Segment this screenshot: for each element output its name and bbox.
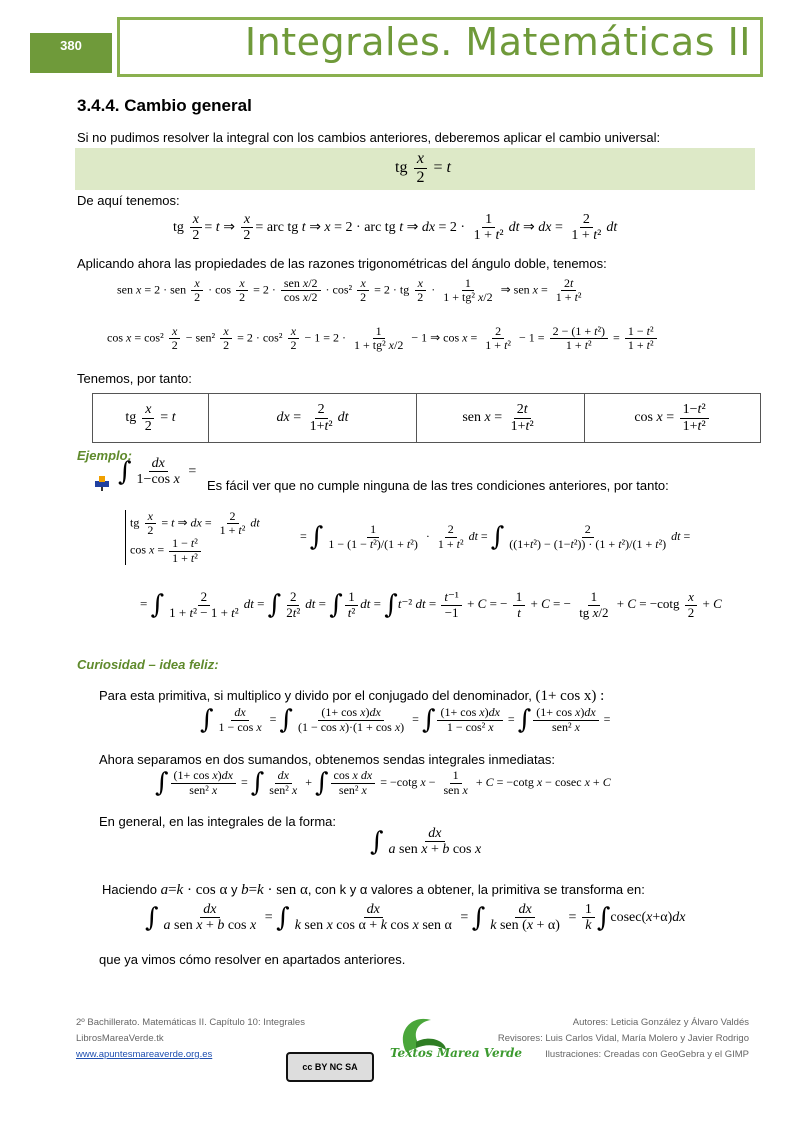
example-step-1: = ∫ $\frac{1}{\text{1 − (1 − t²)/(1 + t²)}}$ · $\frac{2}{\text{1 + t²}}$ dt = ∫ $\frac{2}{\text{((1+t²) − (1−t²)) · (1 + t²)/(1 + t²)}}$ dt = (300, 522, 691, 552)
summary-table (92, 393, 761, 443)
page-number: 380 (30, 33, 112, 73)
example-text: Es fácil ver que no cumple ninguna de las tres condiciones anteriores, por tanto: (207, 478, 669, 493)
doing-text: Haciendo a=k · cos α y b=k · sen α, con k y α valores a obtener, la primitiva se transforma en: (102, 882, 645, 898)
transformed-integral: ∫ $\frac{dx}{\text{a sen x + b cos x}}$ = ∫ $\frac{dx}{\text{k sen x cos α + k cos x sen α}}$ = ∫ $\frac{dx}{\text{k sen (x + α)}}$ = $\frac{1}{k}$ ∫cosec(x+α)dx (145, 902, 686, 934)
pushpin-icon (93, 473, 111, 491)
conjugate-equation: ∫ $\frac{dx}{\text{1 − cos x}}$ = ∫ $\frac{\text{(1+ cos x)dx}}{\text{(1 − cos x)·(1 + cos x)}}$ = ∫ $\frac{\text{(1+ cos x)dx}}{\text{1 − cos² x}}$ = ∫ $\frac{\text{(1+ cos x)dx}}{\text{sen² x}}$ = (200, 705, 611, 735)
summary-cell-tan: tg $\frac{x}{2}$ = t (93, 394, 209, 443)
applying-text: Aplicando ahora las propiedades de las razones trigonométricas del ángulo doble, tenemos: (77, 256, 607, 271)
footer-illustrations: Ilustraciones: Creadas con GeoGebra y el GIMP (545, 1049, 749, 1060)
footer-reviewers: Revisores: Luis Carlos Vidal, María Molero y Javier Rodrigo (497, 1033, 749, 1044)
example-step-2: = ∫ $\frac{2}{\text{1 + t² − 1 + t²}}$ dt = ∫ $\frac{2}{\text{2t²}}$ dt = ∫ $\frac{1}{\text{t²}}$ dt = ∫t⁻² dt = $\frac{\text{t⁻¹}}{-1}$ + C = − $\frac{1}{t}$ + C = − $\frac{1}{\text{tg x/2}}$ + C = −cotg $\frac{x}{2}$ + C (140, 589, 722, 620)
example-substitution: tg $\frac{x}{2}$ = t ⇒ dx = $\frac{2}{\text{1 + t²}}$ dt cos x = $\frac{\text{1 − t²}}{\text{1 + t²}}$ (125, 510, 260, 565)
general-integral: ∫ $\frac{dx}{\text{a sen x + b cos x}}$ (370, 826, 482, 858)
footer-authors: Autores: Leticia González y Álvaro Valdés (572, 1017, 749, 1028)
example-label: Ejemplo: (77, 448, 132, 463)
cos-equation: cos x = cos² $\frac{x}{2}$ − sen² $\frac{x}{2}$ = 2 · cos² $\frac{x}{2}$ − 1 = 2 · $\frac{1}{\text{1 + tg² x/2}}$ − 1 ⇒ cos x = $\frac{2}{\text{1 + t²}}$ − 1 = $\frac{\text{2 − (1 + t²)}}{\text{1 + t²}}$ = $\frac{\text{1 − t²}}{\text{1 + t²}}$ (107, 325, 659, 352)
footer-right (498, 1015, 749, 1063)
curiosity-label: Curiosidad – idea feliz: (77, 657, 219, 672)
summary-cell-cos: cos x = $\frac{\text{1−t²}}{\text{1+t²}}$ (585, 394, 761, 443)
summary-cell-dx: dx = $\frac{2}{\text{1+t²}}$ dt (209, 394, 417, 443)
separate-text: Ahora separamos en dos sumandos, obtenemos sendas integrales inmediatas: (99, 752, 555, 767)
footer-chapter: 2º Bachillerato. Matemáticas II. Capítulo 10: Integrales (76, 1017, 305, 1028)
example-integral: ∫ $\frac{dx}{\text{1−cos x}}$ = (118, 456, 197, 488)
separated-integrals: ∫ $\frac{\text{(1+ cos x)dx}}{\text{sen² x}}$ = ∫ $\frac{dx}{\text{sen² x}}$ + ∫ $\frac{\text{cos x dx}}{\text{sen² x}}$ = −cotg x − $\frac{1}{\text{sen x}}$ + C = −cotg x − cosec x + C (155, 768, 611, 798)
logo-text: Textos Marea Verde (390, 1046, 522, 1060)
summary-cell-sin: sen x = $\frac{2t}{\text{1+t²}}$ (417, 394, 585, 443)
general-text: En general, en las integrales de la forma: (99, 814, 337, 829)
intro-text: Si no pudimos resolver la integral con los cambios anteriores, deberemos aplicar el cambio universal: (77, 130, 661, 145)
footer-left (76, 1015, 305, 1063)
derivation-equation: tg $\frac{x}{2}$ = t ⇒ $\frac{x}{2}$ = arc tg t ⇒ x = 2 · arc tg t ⇒ dx = 2 · $\frac{1}{\text{1 + t²}}$ dt ⇒ dx = $\frac{2}{\text{1 + t²}}$ dt (173, 212, 618, 244)
footer-site: LibrosMareaVerde.tk (76, 1033, 164, 1044)
sin-equation: sen x = 2 · sen $\frac{x}{2}$ · cos $\frac{x}{2}$ = 2 · $\frac{\text{sen x/2}}{\text{cos x/2}}$ · cos² $\frac{x}{2}$ = 2 · tg $\frac{x}{2}$ · $\frac{1}{\text{1 + tg² x/2}}$ ⇒ sen x = $\frac{2t}{\text{1 + t²}}$ (117, 276, 582, 305)
therefore-text: Tenemos, por tanto: (77, 371, 192, 386)
cc-license-icon: cc BY NC SA (286, 1052, 374, 1082)
closing-text: que ya vimos cómo resolver en apartados anteriores. (99, 952, 406, 967)
universal-change-box: tg $\frac{x}{2}$ = t (75, 148, 755, 190)
section-title: 3.4.4. Cambio general (77, 96, 252, 115)
footer-link[interactable]: www.apuntesmareaverde.org.es (76, 1049, 213, 1060)
book-title: Integrales. Matemáticas II (244, 20, 751, 64)
from-here-text: De aquí tenemos: (77, 193, 180, 208)
curiosity-text: Para esta primitiva, si multiplico y divido por el conjugado del denominador, (1+ cos x) : (99, 688, 605, 704)
